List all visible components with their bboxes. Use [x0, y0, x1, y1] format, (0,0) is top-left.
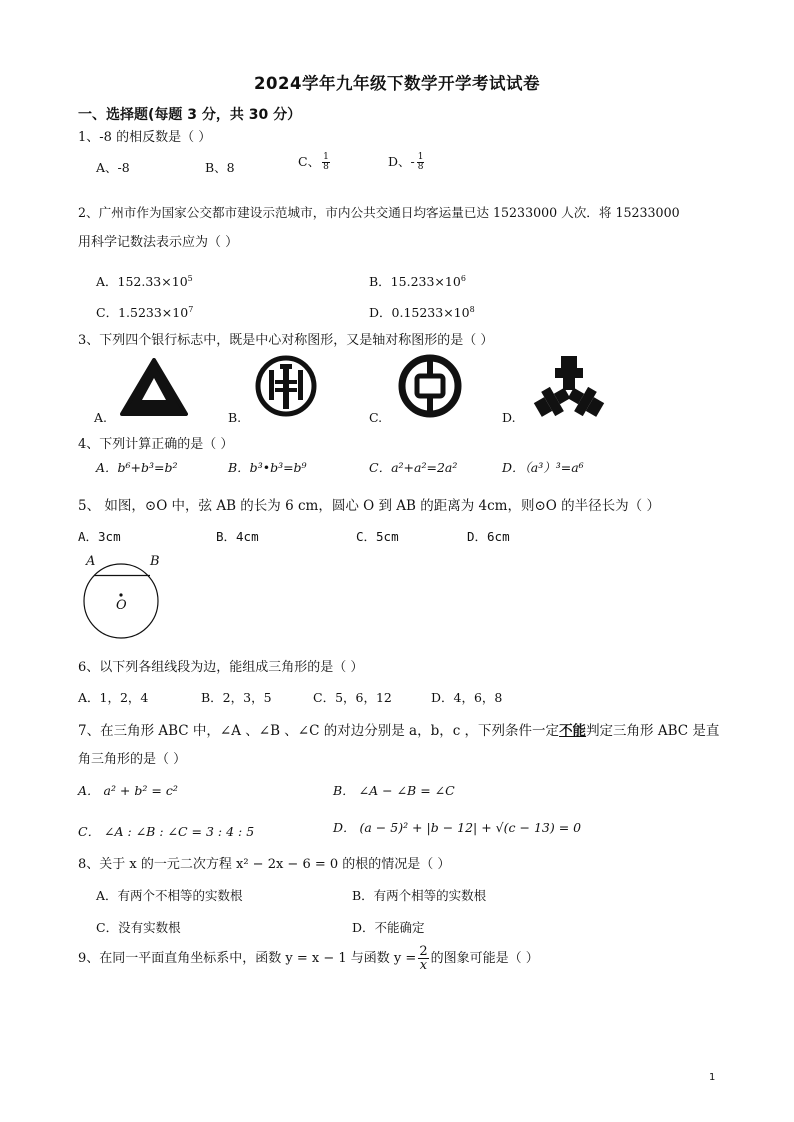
question-4-stem: 4、下列计算正确的是（ ）: [78, 437, 234, 452]
question-4-option-c: C．a²+a²=2a²: [369, 460, 458, 475]
question-7-line-1: 7、在三角形 ABC 中，∠A 、∠B 、∠C 的对边分别是 a，b，c ，下列条件一定不能判定三角形 ABC 是直: [78, 723, 720, 739]
label-o: O: [116, 598, 127, 613]
question-4-option-d: D．（a³）³=a⁶: [502, 460, 584, 475]
question-1-option-c: [298, 152, 330, 172]
question-6-option-b: B．2，3，5: [201, 690, 272, 705]
fraction-one-eighth: $\frac{1}{8}$: [417, 152, 424, 172]
question-1-stem: 1、-8 的相反数是（ ）: [78, 130, 212, 145]
question-3-option-c: C.: [369, 410, 383, 425]
option-d-prefix: D、-: [388, 154, 415, 169]
label-b: B: [150, 554, 160, 569]
question-5-option-a: A．3cm: [78, 529, 121, 544]
question-2-line-1: 2、广州市作为国家公交都市建设示范城市，市内公共交通日均客运量已达 15233000 人次．将 15233000: [78, 205, 680, 220]
question-6-option-d: D．4，6，8: [431, 690, 503, 705]
question-3-option-a: A.: [94, 410, 108, 425]
question-8-option-c: C．没有实数根: [96, 920, 181, 935]
question-2-option-b: B．$15.233\times 10^6$: [369, 273, 466, 289]
question-7-option-b: B． ∠A − ∠B = ∠C: [333, 783, 455, 798]
question-6-option-a: A．1，2，4: [78, 690, 149, 705]
fraction-two-over-x: $\frac{2}{x}$: [419, 944, 428, 973]
bank-logo-b-icon: [253, 354, 319, 418]
option-c-prefix: C、: [298, 154, 321, 169]
question-4-option-b: B．b³•b³=b⁹: [228, 460, 307, 475]
section-heading: 一、选择题(每题 3 分，共 30 分）: [78, 107, 302, 123]
question-8-option-a: A．有两个不相等的实数根: [96, 888, 243, 903]
question-2-option-c: C．$1.5233\times 10^7$: [96, 304, 194, 320]
page-number: 1: [709, 1072, 716, 1083]
page-title: 2024学年九年级下数学开学考试试卷: [254, 74, 540, 93]
question-7-option-c: C． ∠A : ∠B : ∠C = 3 : 4 : 5: [78, 824, 255, 839]
question-7-line-2: 角三角形的是（ ）: [78, 752, 187, 767]
question-5-option-d: D．6cm: [467, 529, 510, 544]
question-3-stem: 3、下列四个银行标志中，既是中心对称图形，又是轴对称图形的是（ ）: [78, 333, 494, 348]
bank-logo-d-icon: [533, 352, 605, 418]
question-6-option-c: C．5，6，12: [313, 690, 392, 705]
question-3-option-d: D.: [502, 410, 516, 425]
question-1-option-b: B、8: [205, 160, 235, 175]
question-5-stem: 5、 如图，⊙O 中，弦 AB 的长为 6 cm，圆心 O 到 AB 的距离为 4cm，则⊙O 的半径长为（ ）: [78, 498, 660, 514]
question-5-option-b: B．4cm: [216, 529, 259, 544]
question-1-option-a: A、-8: [96, 160, 130, 175]
question-4-option-a: A．b⁶+b³=b²: [96, 460, 178, 475]
center-point: [119, 593, 122, 596]
question-9-stem: 9、在同一平面直角坐标系中，函数 y = x − 1 与函数 y = $\frac{2}{x}$ 的图象可能是（ ）: [78, 944, 539, 973]
question-8-stem: 8、关于 x 的一元二次方程 x² − 2x − 6 = 0 的根的情况是（ ）: [78, 857, 451, 872]
bank-logo-a-icon: [120, 358, 188, 416]
question-1-option-d: [388, 152, 424, 172]
fraction-one-eighth: $\frac{1}{8}$: [323, 152, 329, 172]
question-2-option-d: D．$0.15233\times 10^8$: [369, 304, 475, 320]
question-8-option-d: D．不能确定: [352, 920, 425, 935]
question-3-option-b: B.: [228, 410, 242, 425]
question-7-option-a: A． a² + b² = c²: [78, 783, 178, 798]
question-7-option-d: D． (a − 5)² + |b − 12| + √(c − 13) = 0: [333, 820, 582, 835]
label-a: A: [86, 554, 96, 569]
question-2-line-2: 用科学记数法表示应为（ ）: [78, 235, 239, 250]
question-2-option-a: A．$152.33\times 10^5$: [96, 273, 193, 289]
question-8-option-b: B．有两个相等的实数根: [352, 888, 487, 903]
question-6-stem: 6、以下列各组线段为边，能组成三角形的是（ ）: [78, 660, 364, 675]
emphasis-not: 不能: [559, 723, 587, 739]
question-5-option-c: C．5cm: [356, 529, 399, 544]
bank-logo-c-icon: [397, 354, 463, 418]
